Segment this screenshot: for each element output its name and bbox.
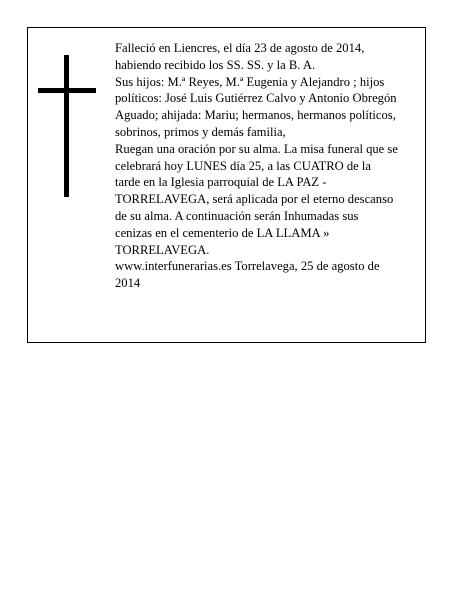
text-line: TORRELAVEGA, será aplicada por el eterno descanso xyxy=(115,192,394,207)
cross-vertical-bar xyxy=(64,55,69,197)
latin-cross-icon xyxy=(38,55,98,197)
text-line: Ruegan una oración por su alma. La misa funeral que se xyxy=(115,141,398,156)
text-line: Sus hijos: M.ª Reyes, M.ª Eugenia y Alejandro ; hijos xyxy=(115,74,385,89)
text-line: cenizas en el cementerio de LA LLAMA » xyxy=(115,225,330,240)
text-line: habiendo recibido los SS. SS. y la B. A. xyxy=(115,57,316,72)
text-line: sobrinos, primos y demás familia, xyxy=(115,124,286,139)
text-line: políticos: José Luis Gutiérrez Calvo y Antonio Obregón xyxy=(115,91,397,106)
text-line: Aguado; ahijada: Mariu; hermanos, hermanos políticos, xyxy=(115,108,396,123)
text-line: de su alma. A continuación serán Inhumadas sus xyxy=(115,208,359,223)
cross-horizontal-bar xyxy=(38,88,96,93)
text-line: www.interfunerarias.es Torrelavega, 25 de agosto de xyxy=(115,259,380,274)
text-line: 2014 xyxy=(115,276,141,291)
text-line: tarde en la Iglesia parroquial de LA PAZ - xyxy=(115,175,327,190)
text-line: TORRELAVEGA. xyxy=(115,242,210,257)
obituary-notice xyxy=(27,27,426,343)
obituary-text xyxy=(115,40,421,292)
text-line: Falleció en Liencres, el día 23 de agosto de 2014, xyxy=(115,41,365,55)
text-line: celebrará hoy LUNES día 25, a las CUATRO de la xyxy=(115,158,372,173)
